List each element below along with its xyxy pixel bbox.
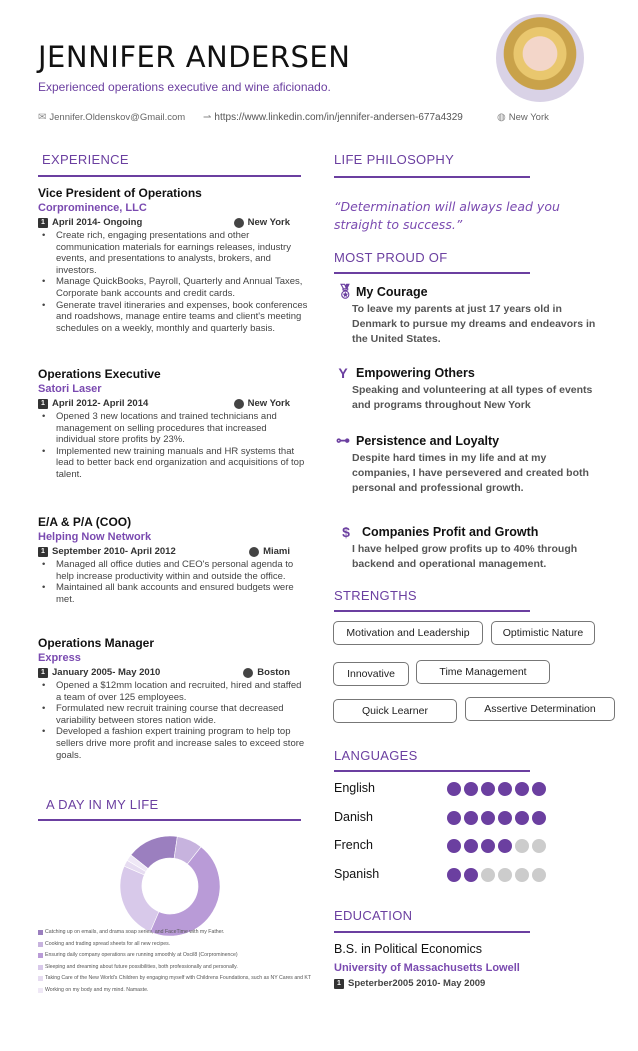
job-bullet: • Implemented new training manuals and HR systems that lead to better back end organization and acquisitions of top talent.: [38, 446, 308, 481]
job-meta: [38, 398, 308, 409]
job-dates: January 2005- May 2010: [52, 667, 161, 678]
level-dot-filled: [447, 868, 461, 882]
proud-item: [336, 432, 606, 496]
job-bullet: • Formulated new recruit training course that decreased variability between stores nation wide.: [38, 703, 308, 726]
language-name: English: [334, 781, 375, 795]
philosophy-divider: [334, 176, 530, 178]
day-heading: A DAY IN MY LIFE: [46, 797, 159, 812]
proud-divider: [334, 272, 530, 274]
job-bullet: • Maintained all bank accounts and ensured budgets were met.: [38, 582, 308, 605]
job-location: Boston: [257, 667, 290, 678]
strengths-heading: STRENGTHS: [334, 588, 417, 603]
avatar: [496, 14, 584, 102]
donut-slice: [120, 866, 159, 932]
education-school: University of Massachusetts Lowell: [334, 962, 520, 974]
proud-item-title: Persistence and Loyalty: [356, 433, 500, 448]
level-dot-empty: [481, 868, 495, 882]
level-dot-empty: [515, 868, 529, 882]
job-bullets: [38, 680, 308, 761]
proud-item: [336, 283, 606, 347]
calendar-icon: 1: [38, 668, 48, 678]
job-entry: [38, 367, 308, 481]
legend-item: [38, 962, 328, 974]
legend-label: Taking Care of the New World's Children by engaging myself with Childrens Foundations, such as NY Cares and KT: [45, 975, 312, 981]
legend-label: Catching up on emails, and drama soap series, and FaceTime with my Father.: [45, 929, 225, 935]
legend-item: [38, 927, 328, 939]
job-bullet: • Developed a fashion expert training program to help top sellers drive more profit and increase sales to exceed store goals.: [38, 726, 308, 761]
legend-swatch: [38, 988, 43, 993]
proud-item-title: My Courage: [356, 284, 428, 299]
language-level: [447, 811, 546, 825]
tagline: Experienced operations executive and wine aficionado.: [38, 80, 331, 94]
proud-item-text: Despite hard times in my life and at my companies, I have persevered and created both personal and professional growth.: [352, 452, 589, 494]
proud-heading: MOST PROUD OF: [334, 250, 448, 265]
location-text: New York: [508, 112, 549, 123]
job-dates: April 2014- Ongoing: [52, 217, 143, 228]
legend-item: [38, 985, 328, 997]
job-bullet: • Manage QuickBooks, Payroll, Quarterly and Annual Taxes, Corporate bank accounts and credit cards.: [38, 276, 308, 299]
education-degree: B.S. in Political Economics: [334, 942, 482, 956]
level-dot-filled: [481, 839, 495, 853]
globe-icon: [243, 668, 253, 678]
legend-label: Ensuring daily company operations are running smoothly at Oscil8 (Corprominence): [45, 952, 238, 958]
level-dot-filled: [464, 782, 478, 796]
level-dot-filled: [498, 782, 512, 796]
job-location: Miami: [263, 546, 290, 557]
proud-item-title: Companies Profit and Growth: [362, 525, 539, 539]
job-entry: [38, 186, 308, 334]
languages-heading: LANGUAGES: [334, 748, 418, 763]
job-meta: [38, 667, 308, 678]
level-dot-filled: [447, 839, 461, 853]
job-location: New York: [247, 217, 290, 228]
level-dot-filled: [464, 811, 478, 825]
linkedin-contact[interactable]: [203, 112, 463, 123]
email-text[interactable]: Jennifer.Oldenskov@Gmail.com: [49, 112, 186, 123]
job-bullet: • Create rich, engaging presentations and other communication materials for earnings releases, industry events, and presentations to analysts, brokers, and investors.: [38, 230, 308, 276]
job-entry: [38, 636, 308, 761]
level-dot-filled: [498, 811, 512, 825]
level-dot-empty: [515, 839, 529, 853]
job-bullets: [38, 230, 308, 334]
level-dot-filled: [447, 811, 461, 825]
level-dot-filled: [464, 839, 478, 853]
job-location: New York: [247, 398, 290, 409]
job-entry: [38, 515, 308, 605]
level-dot-filled: [447, 782, 461, 796]
job-title: Operations Manager: [38, 636, 155, 650]
legend-swatch: [38, 930, 43, 935]
education-dates: Speterber2005 2010- May 2009: [348, 978, 486, 989]
level-dot-filled: [464, 868, 478, 882]
calendar-icon: 1: [38, 547, 48, 557]
medal-icon: 🏅︎: [336, 283, 354, 299]
key-icon: ⊶: [336, 432, 350, 448]
job-company: Corprominence, LLC: [38, 202, 147, 214]
legend-swatch: [38, 942, 43, 947]
job-company: Helping Now Network: [38, 531, 152, 543]
job-bullet: • Generate travel itineraries and expenses, book conferences and roadshows, manage entire teams and client's meeting schedules on a weekly, monthly and quarterly basis.: [38, 300, 308, 335]
education-dates-row: [334, 978, 485, 989]
job-bullets: [38, 559, 308, 605]
job-dates: September 2010- April 2012: [52, 546, 176, 557]
linkedin-text[interactable]: https://www.linkedin.com/in/jennifer-andersen-677a4329: [214, 112, 463, 123]
language-name: Spanish: [334, 866, 380, 881]
strength-chip: Assertive Determination: [465, 697, 615, 721]
globe-icon: ◍: [497, 112, 506, 123]
location-contact: [497, 112, 549, 123]
proud-item: [336, 365, 606, 413]
language-level: [447, 868, 546, 882]
legend-item: [38, 950, 328, 962]
globe-icon: [234, 399, 244, 409]
calendar-icon: 1: [334, 979, 344, 989]
experience-heading: EXPERIENCE: [42, 152, 129, 167]
legend-swatch: [38, 976, 43, 981]
job-dates: April 2012- April 2014: [52, 398, 149, 409]
level-dot-filled: [532, 811, 546, 825]
legend-item: [38, 939, 328, 951]
money-bag-icon: $: [342, 524, 350, 540]
job-bullet: • Opened 3 new locations and trained technicians and management on selling procedures that increased individual store profits by 23%.: [38, 411, 308, 446]
proud-item-title: Empowering Others: [356, 366, 475, 380]
language-level: [447, 782, 546, 796]
strength-chip: Quick Learner: [333, 699, 457, 723]
legend-swatch: [38, 953, 43, 958]
day-divider: [38, 819, 301, 821]
job-title: E/A & P/A (COO): [38, 515, 132, 529]
languages-divider: [334, 770, 530, 772]
level-dot-filled: [515, 811, 529, 825]
legend-item: [38, 973, 328, 985]
philosophy-quote: “Determination will always lead you straight to success.”: [334, 199, 560, 232]
job-bullet: • Opened a $12mm location and recruited, hired and staffed a team of over 125 employees.: [38, 680, 308, 703]
link-icon: ⇀: [203, 112, 212, 123]
candidate-name: JENNIFER ANDERSEN: [38, 40, 351, 74]
globe-icon: [234, 218, 244, 228]
proud-item: [336, 524, 606, 572]
language-name: Danish: [334, 809, 373, 824]
level-dot-filled: [515, 782, 529, 796]
job-bullet: • Managed all office duties and CEO's personal agenda to help increase productivity within and outside the office.: [38, 559, 308, 582]
people-icon: Y: [338, 365, 348, 381]
philosophy-heading: LIFE PHILOSOPHY: [334, 152, 455, 167]
job-meta: [38, 217, 308, 228]
calendar-icon: 1: [38, 218, 48, 228]
email-contact[interactable]: [38, 112, 185, 123]
education-heading: EDUCATION: [334, 908, 413, 923]
legend-label: Working on my body and my mind. Namaste.: [45, 986, 149, 993]
education-divider: [334, 931, 530, 933]
level-dot-filled: [532, 782, 546, 796]
job-company: Express: [38, 652, 81, 664]
language-level: [447, 839, 546, 853]
legend-label: Sleeping and dreaming about future possibilities, both professionally and personally.: [45, 963, 238, 970]
level-dot-filled: [481, 782, 495, 796]
job-title: Vice President of Operations: [38, 186, 202, 200]
job-company: Satori Laser: [38, 383, 102, 395]
experience-divider: [38, 175, 301, 177]
level-dot-empty: [532, 839, 546, 853]
job-meta: [38, 546, 308, 557]
strength-chip: Optimistic Nature: [491, 621, 595, 645]
level-dot-empty: [532, 868, 546, 882]
proud-item-text: I have helped grow profits up to 40% through backend and operational management.: [352, 543, 578, 570]
day-legend: [38, 927, 328, 996]
level-dot-filled: [481, 811, 495, 825]
strength-chip: Motivation and Leadership: [333, 621, 483, 645]
calendar-icon: 1: [38, 399, 48, 409]
strength-chip: Time Management: [416, 660, 550, 684]
proud-item-text: To leave my parents at just 17 years old in Denmark to pursue my dreams and endeavors in the United States.: [352, 303, 596, 345]
strengths-divider: [334, 610, 530, 612]
strength-chip: Innovative: [333, 662, 409, 686]
language-name: French: [334, 838, 373, 852]
proud-item-text: Speaking and volunteering at all types of events and programs throughout New York: [352, 384, 593, 411]
job-title: Operations Executive: [38, 367, 161, 381]
globe-icon: [249, 547, 259, 557]
level-dot-filled: [498, 839, 512, 853]
level-dot-empty: [498, 868, 512, 882]
job-bullets: [38, 411, 308, 481]
legend-swatch: [38, 965, 43, 970]
legend-label: Cooking and trading spread sheets for all new recipes.: [45, 940, 171, 947]
envelope-icon: ✉: [38, 112, 47, 123]
